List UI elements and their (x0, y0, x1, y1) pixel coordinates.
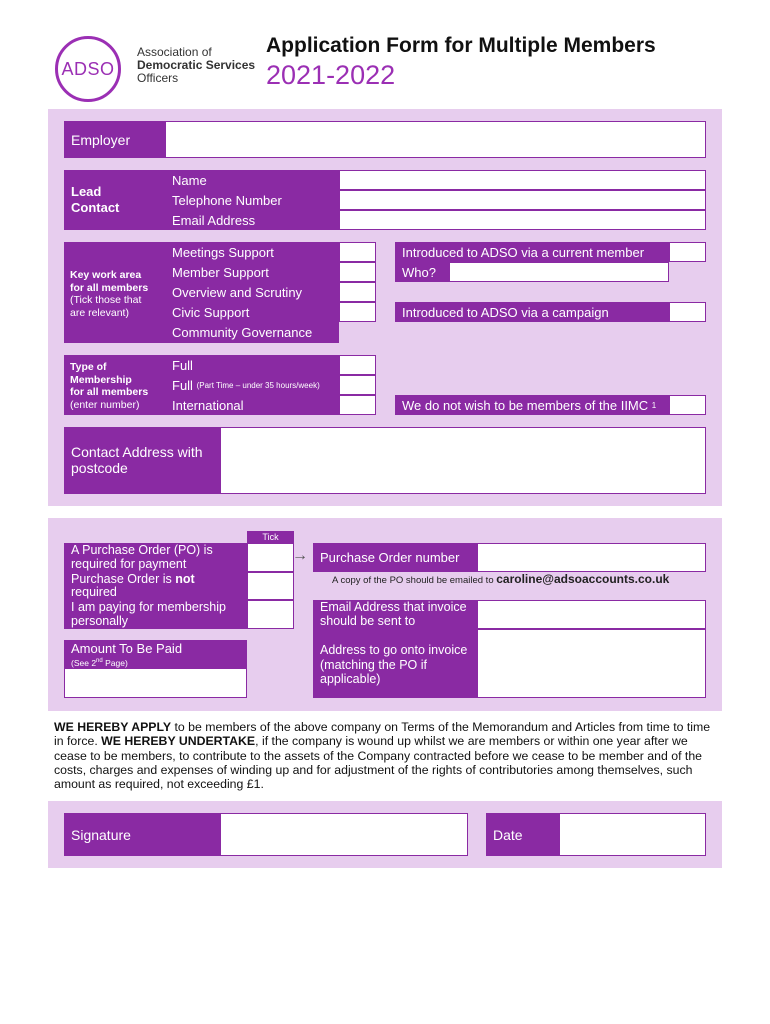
key-work-line-1: Key work area (70, 269, 142, 281)
arrow-right-icon: → (292, 547, 308, 564)
iimc-text: We do not wish to be members of the IIMC (402, 397, 649, 413)
org-line-2: Democratic Services (137, 58, 256, 72)
adso-logo (55, 36, 121, 102)
membership-type-label (64, 355, 165, 415)
po-email-note (332, 572, 669, 586)
lead-name-field[interactable] (339, 170, 706, 190)
form-title: Application Form for Multiple Members (266, 34, 656, 57)
introduced-campaign-label: Introduced to ADSO via a campaign (395, 302, 669, 322)
full-part-time-label (165, 375, 339, 395)
date-label: Date (486, 813, 559, 856)
date-field[interactable] (559, 813, 706, 856)
declaration-text (54, 720, 720, 791)
org-name (137, 46, 255, 85)
work-civic-label: Civic Support (165, 302, 339, 322)
amount-note (71, 656, 240, 668)
contact-address-field[interactable] (220, 427, 706, 494)
po-required-tick[interactable] (247, 543, 294, 572)
po-number-field[interactable] (477, 543, 706, 572)
work-community-label: Community Governance (165, 322, 339, 343)
employer-label: Employer (64, 121, 165, 158)
full-pt-number[interactable] (339, 375, 376, 395)
tick-header: Tick (247, 531, 294, 543)
declaration-undertake: WE HEREBY UNDERTAKE (101, 734, 256, 749)
employer-field[interactable] (165, 121, 706, 158)
who-label: Who? (395, 262, 449, 282)
who-field[interactable] (449, 262, 669, 282)
work-overview-label: Overview and Scrutiny (165, 282, 339, 302)
amount-text: Amount To Be Paid (71, 641, 183, 656)
work-member-label: Member Support (165, 262, 339, 282)
lead-contact-line-2: Contact (71, 200, 120, 215)
work-member-tick[interactable] (339, 262, 376, 282)
introduced-member-label: Introduced to ADSO via a current member (395, 242, 669, 262)
membership-line-4: (enter number) (70, 398, 140, 411)
declaration-text-1: to be members of the above company on Terms of the Memorandum and Articles from time to time in force. (54, 720, 711, 749)
amount-note-1: (See 2 (71, 657, 97, 668)
invoice-email-field[interactable] (477, 600, 706, 629)
contact-address-label (64, 427, 220, 494)
po-required-label: A Purchase Order (PO) is required for payment (64, 543, 247, 572)
full-pt-text: Full (172, 377, 193, 393)
po-not-text-2: required (71, 585, 117, 599)
work-civic-tick[interactable] (339, 302, 376, 322)
lead-phone-field[interactable] (339, 190, 706, 210)
amount-field[interactable] (64, 668, 247, 698)
po-email-link[interactable]: caroline@adsoaccounts.co.uk (496, 572, 670, 586)
work-meetings-tick[interactable] (339, 242, 376, 262)
personal-payment-tick[interactable] (247, 600, 294, 629)
lead-email-label: Email Address (165, 210, 339, 230)
po-note-text: A copy of the PO should be emailed to (332, 575, 494, 586)
lead-email-field[interactable] (339, 210, 706, 230)
work-overview-tick[interactable] (339, 282, 376, 302)
key-work-line-2: for all members (70, 281, 149, 294)
invoice-address-field[interactable] (477, 629, 706, 698)
full-number[interactable] (339, 355, 376, 375)
full-pt-note: (Part Time – under 35 hours/week) (196, 380, 320, 390)
po-number-label: Purchase Order number (313, 543, 477, 572)
invoice-email-label: Email Address that invoice should be sent to (313, 600, 477, 629)
amount-label (64, 640, 247, 668)
po-not-required-label (64, 572, 247, 600)
org-line-1: Association of (137, 45, 212, 59)
amount-note-sup: nd (96, 658, 103, 664)
key-work-line-3: (Tick those that (70, 294, 142, 306)
signature-label: Signature (64, 813, 220, 856)
lead-name-label: Name (165, 170, 339, 190)
introduced-campaign-tick[interactable] (669, 302, 706, 322)
address-line-2: postcode (71, 460, 128, 476)
amount-note-2: Page) (102, 657, 128, 668)
membership-line-2: Membership (70, 373, 132, 386)
international-number[interactable] (339, 395, 376, 415)
address-line-1: Contact Address with (71, 444, 203, 460)
org-line-3: Officers (137, 71, 179, 85)
membership-line-1: Type of (70, 361, 107, 373)
signature-field[interactable] (220, 813, 468, 856)
key-work-line-4: are relevant) (70, 306, 129, 319)
iimc-tick[interactable] (669, 395, 706, 415)
work-meetings-label: Meetings Support (165, 242, 339, 262)
full-label: Full (165, 355, 339, 375)
po-not-text-1: Purchase Order is (71, 571, 176, 586)
key-work-label (64, 242, 165, 343)
lead-contact-label (64, 170, 165, 230)
po-not-required-tick[interactable] (247, 572, 294, 600)
invoice-address-label: Address to go onto invoice (matching the PO if applicable) (313, 629, 477, 698)
lead-contact-line-1: Lead (71, 184, 102, 199)
iimc-label (395, 395, 669, 415)
iimc-footnote: 1 (651, 400, 657, 410)
declaration-text-2: , if the company is wound up whilst we are members or within one year after we cease to be members, to contribute to the assets of the Company contracted before we cease to be member and of the costs, charges and expenses of winding up and for adjustment of the rights of contributories among themselves, such amount as required, not exceeding £1. (54, 734, 703, 792)
introduced-member-tick[interactable] (669, 242, 706, 262)
lead-phone-label: Telephone Number (165, 190, 339, 210)
form-year: 2021-2022 (266, 60, 396, 90)
logo-text: ADSO (61, 58, 115, 79)
international-label: International (165, 395, 339, 415)
po-not-bold: not (175, 571, 195, 586)
membership-line-3: for all members (70, 386, 149, 398)
personal-payment-label: I am paying for membership personally (64, 600, 247, 629)
declaration-apply: WE HEREBY APPLY (54, 720, 172, 734)
